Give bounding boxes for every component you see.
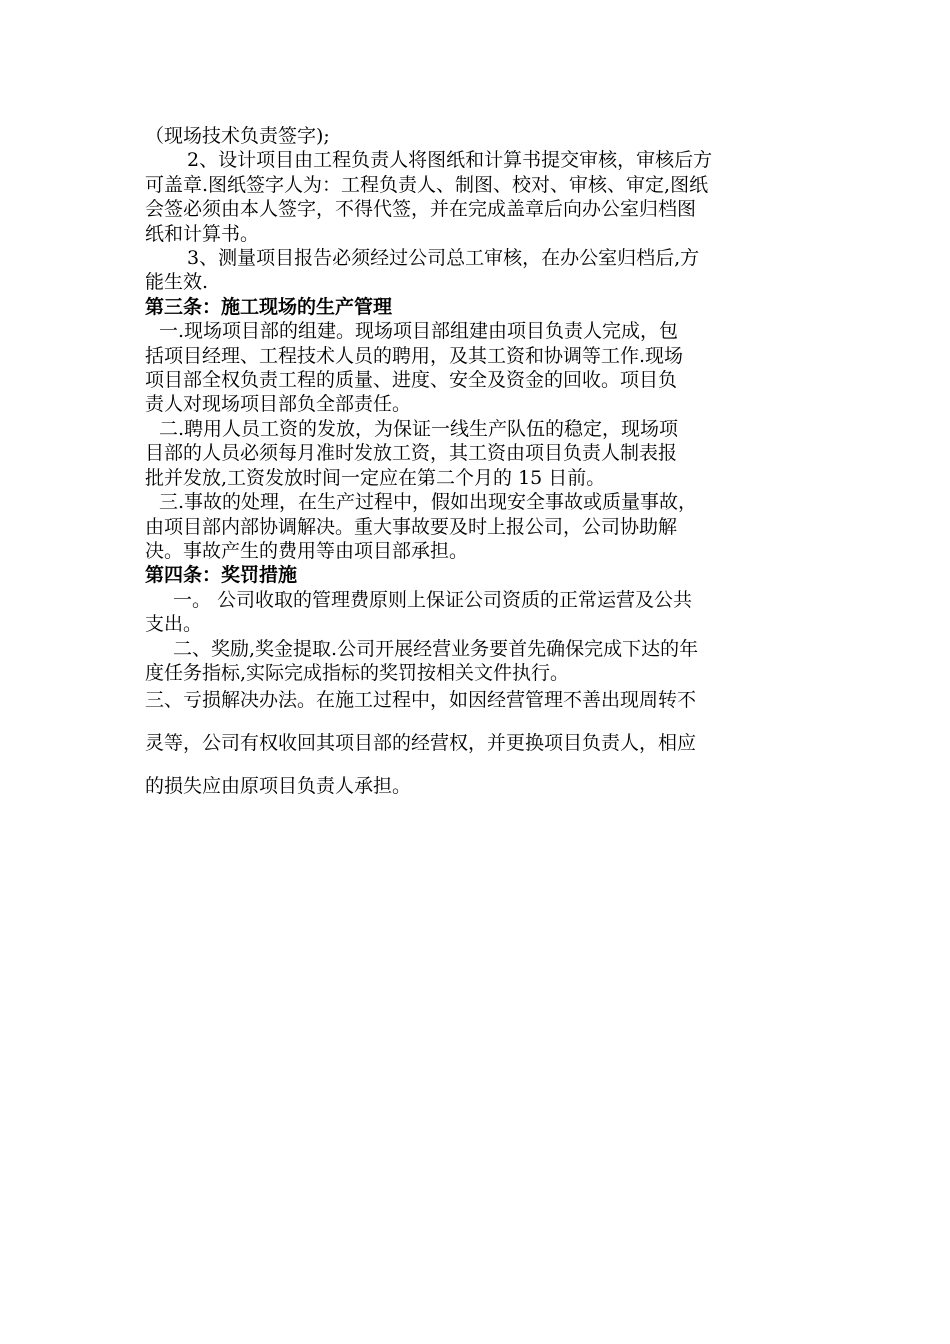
text-line: 三、亏损解决办法。在施工过程中，如因经营管理不善出现周转不 bbox=[145, 689, 697, 712]
text-line: 目部的人员必须每月准时发放工资，其工资由项目负责人制表报 bbox=[145, 442, 678, 465]
text-line: 决。事故产生的费用等由项目部承担。 bbox=[145, 539, 469, 562]
document-page bbox=[145, 124, 810, 808]
text-line: 支出。 bbox=[145, 613, 203, 636]
text-line: 三.事故的处理，在生产过程中，假如出现安全事故或质量事故， bbox=[159, 491, 698, 514]
text-line: 的损失应由原项目负责人承担。 bbox=[145, 775, 412, 798]
text-line: 灵等，公司有权收回其项目部的经营权，并更换项目负责人，相应 bbox=[145, 732, 697, 755]
text-line: 二、奖励,奖金提取.公司开展经营业务要首先确保完成下达的年 bbox=[173, 637, 699, 660]
text-line: （现场技术负责签字); bbox=[145, 125, 330, 147]
section-heading-3: 第三条：施工现场的生产管理 bbox=[145, 295, 393, 318]
text-line: 度任务指标,实际完成指标的奖罚按相关文件执行。 bbox=[145, 661, 570, 684]
text-line: 2、设计项目由工程负责人将图纸和计算书提交审核，审核后方 bbox=[187, 149, 713, 172]
section-heading-4: 第四条：奖罚措施 bbox=[145, 564, 298, 587]
text-line: 批并发放,工资发放时间一定应在第二个月的 15 日前。 bbox=[145, 466, 606, 489]
text-line: 纸和计算书。 bbox=[145, 222, 260, 245]
text-line: 可盖章.图纸签字人为：工程负责人、制图、校对、审核、审定,图纸 bbox=[145, 173, 709, 196]
text-line: 二.聘用人员工资的发放，为保证一线生产队伍的稳定，现场项 bbox=[159, 417, 679, 440]
text-line: 3、测量项目报告必须经过公司总工审核，在办公室归档后,方 bbox=[187, 247, 700, 270]
text-line: 括项目经理、工程技术人员的聘用，及其工资和协调等工作.现场 bbox=[145, 344, 684, 367]
text-line: 由项目部内部协调解决。重大事故要及时上报公司，公司协助解 bbox=[145, 515, 678, 538]
text-line: 能生效. bbox=[145, 271, 209, 294]
text-line: 责人对现场项目部负全部责任。 bbox=[145, 393, 412, 416]
text-line: 一.现场项目部的组建。现场项目部组建由项目负责人完成，包 bbox=[159, 320, 679, 343]
text-line: 一。 公司收取的管理费原则上保证公司资质的正常运营及公共 bbox=[173, 588, 693, 611]
text-line: 项目部全权负责工程的质量、进度、安全及资金的回收。项目负 bbox=[145, 369, 678, 392]
text-line: 会签必须由本人签字，不得代签，并在完成盖章后向办公室归档图 bbox=[145, 198, 697, 221]
